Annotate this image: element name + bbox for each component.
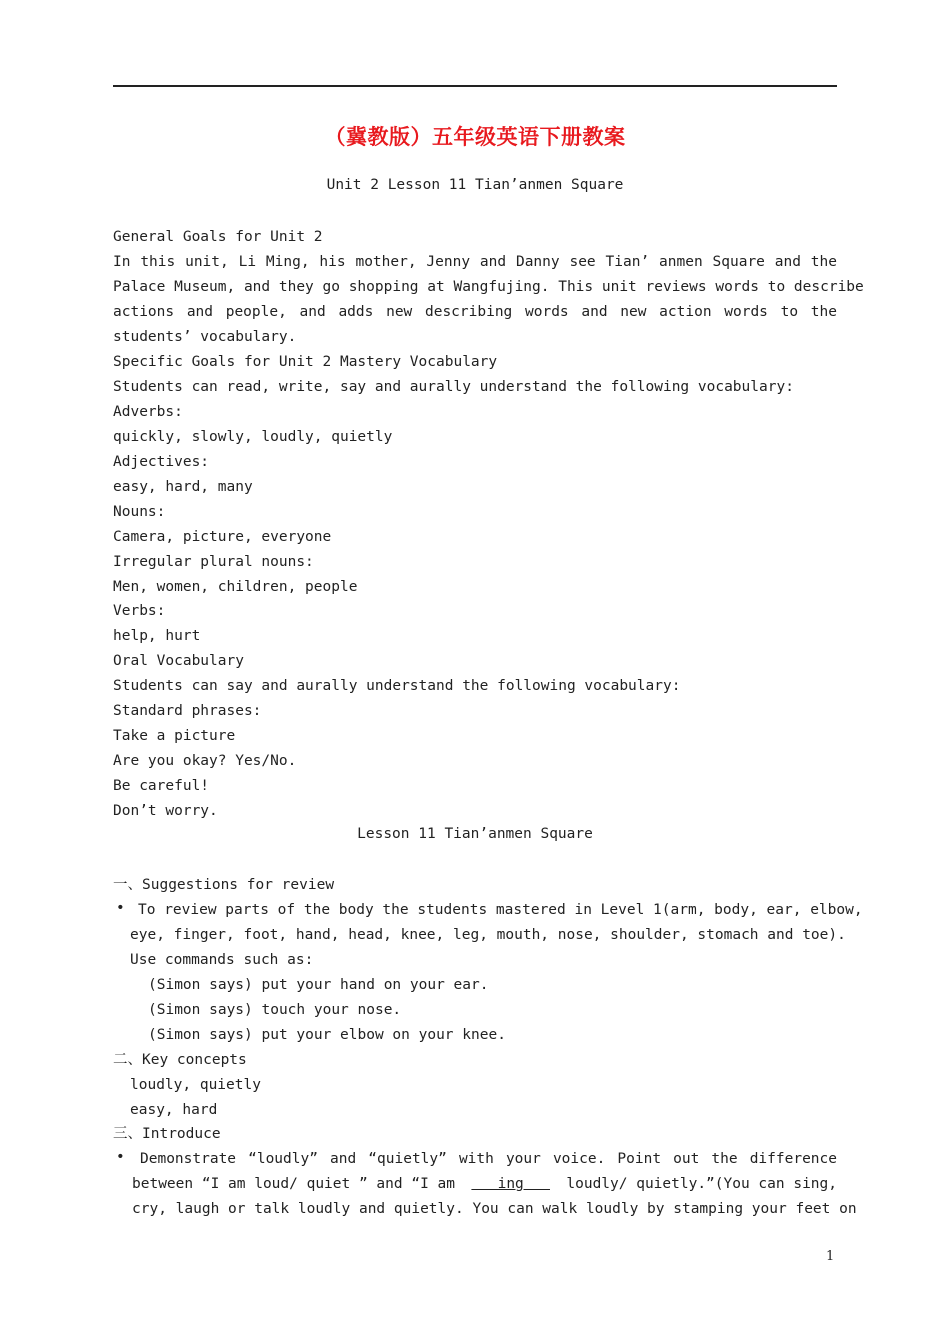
- command-item: (Simon says) put your elbow on your knee.: [148, 1027, 506, 1043]
- phrase-item: Are you okay? Yes/No.: [113, 753, 297, 769]
- section1-line: eye, finger, foot, hand, head, knee, leg, mouth, nose, shoulder, stomach and toe).: [130, 927, 846, 943]
- section1-line: To review parts of the body the students mastered in Level 1(arm, body, ear, elbow,: [138, 902, 863, 918]
- header-rule: [113, 85, 837, 87]
- adverbs-label: Adverbs:: [113, 404, 183, 420]
- adjectives-label: Adjectives:: [113, 454, 210, 470]
- goals-para-line: actions and people, and adds new describing words and new action words to the: [113, 304, 837, 320]
- bullet-dot: •: [116, 900, 125, 916]
- section1-heading: 一、Suggestions for review: [113, 877, 335, 893]
- lesson-subtitle: Unit 2 Lesson 11 Tian’anmen Square: [326, 177, 624, 193]
- section3-line: cry, laugh or talk loudly and quietly. You can walk loudly by stamping your feet on: [132, 1201, 857, 1217]
- adjectives-list: easy, hard, many: [113, 479, 253, 495]
- adverbs-list: quickly, slowly, loudly, quietly: [113, 429, 393, 445]
- general-goals-heading: General Goals for Unit 2: [113, 229, 323, 245]
- document-title: （冀教版）五年级英语下册教案: [324, 125, 626, 149]
- oral-vocab-heading: Oral Vocabulary: [113, 653, 244, 669]
- command-item: (Simon says) put your hand on your ear.: [148, 977, 489, 993]
- section3-line: Demonstrate “loudly” and “quietly” with your voice. Point out the difference: [140, 1151, 837, 1167]
- nouns-label: Nouns:: [113, 504, 166, 520]
- command-item: (Simon says) touch your nose.: [148, 1002, 402, 1018]
- fill-blank: ing: [471, 1176, 550, 1192]
- irregular-label: Irregular plural nouns:: [113, 554, 314, 570]
- vocab-intro: Students can read, write, say and aurally understand the following vocabulary:: [113, 379, 794, 395]
- bullet-dot: •: [116, 1149, 125, 1165]
- key-concept-item: easy, hard: [130, 1102, 218, 1118]
- verbs-label: Verbs:: [113, 603, 166, 619]
- section2-heading: 二、Key concepts: [113, 1052, 247, 1068]
- section3-line: [132, 1174, 837, 1194]
- phrase-item: Don’t worry.: [113, 803, 218, 819]
- key-concept-item: loudly, quietly: [130, 1077, 261, 1093]
- lesson-heading: Lesson 11 Tian’anmen Square: [357, 826, 593, 842]
- goals-para-line: In this unit, Li Ming, his mother, Jenny and Danny see Tian’ anmen Square and the: [113, 254, 837, 270]
- goals-para-line: Palace Museum, and they go shopping at Wangfujing. This unit reviews words to describe: [113, 279, 864, 295]
- phrase-item: Take a picture: [113, 728, 236, 744]
- section1-line: Use commands such as:: [130, 952, 314, 968]
- oral-vocab-intro: Students can say and aurally understand the following vocabulary:: [113, 678, 681, 694]
- section3-heading: 三、Introduce: [113, 1126, 221, 1142]
- line-segment: loudly/ quietly.”(You can sing,: [566, 1176, 837, 1192]
- phrases-label: Standard phrases:: [113, 703, 262, 719]
- phrase-item: Be careful!: [113, 778, 210, 794]
- specific-goals-heading: Specific Goals for Unit 2 Mastery Vocabulary: [113, 354, 498, 370]
- goals-para-line: students’ vocabulary.: [113, 329, 297, 345]
- verbs-list: help, hurt: [113, 628, 201, 644]
- nouns-list: Camera, picture, everyone: [113, 529, 332, 545]
- irregular-list: Men, women, children, people: [113, 579, 358, 595]
- page-number: 1: [826, 1249, 835, 1264]
- line-segment: between “I am loud/ quiet ” and “I am: [132, 1176, 456, 1192]
